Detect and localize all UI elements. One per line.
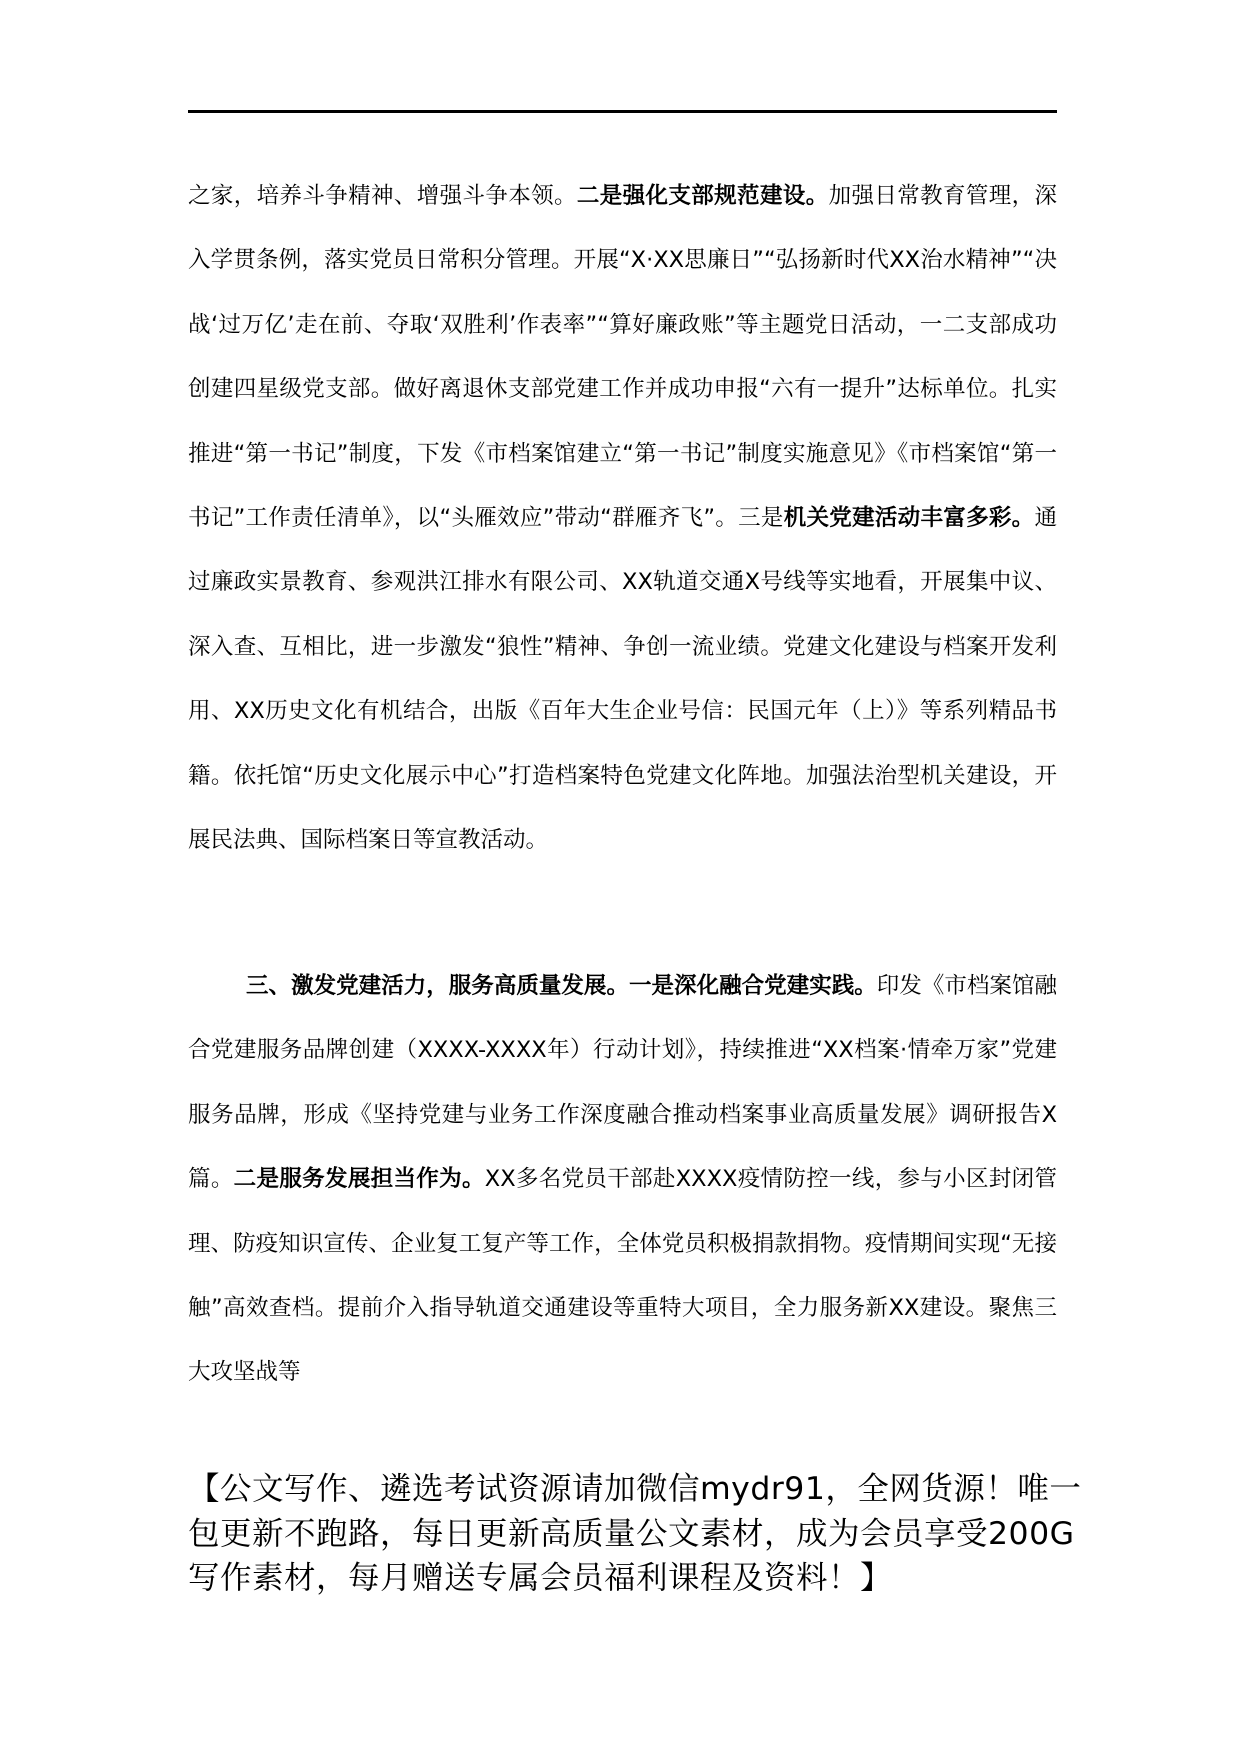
paragraph-1-text-3: 通过廉政实景教育、参观洪江排水有限公司、XX轨道交通X号线等实地看，开展集中议、深入查、互相比，进一步激发“狼性”精神、争创一流业绩。党建文化建设与档案开发利用、XX历史文化有机结合，出版《百年大生企业号信：民国元年（上）》等系列精品书籍。依托馆“历史文化展示中心”打造档案特色党建文化阵地。加强法治型机关建设，开展民法典、国际档案日等宣教活动。	[188, 505, 1057, 854]
paragraph-2-bold-heading-1: 三、激发党建活力，服务高质量发展。一是深化融合党建实践。	[246, 973, 877, 999]
paragraph-1-bold-heading-1: 二是强化支部规范建设。	[576, 183, 829, 209]
paragraph-2-text-2: XX多名党员干部赴XXXX疫情防控一线，参与小区封闭管理、防疫知识宣传、企业复工复产等工作，全体党员积极捐款捐物。疫情期间实现“无接触”高效查档。提前介入指导轨道交通建设等重特大项目，全力服务新XX建设。聚焦三大攻坚战等	[188, 1166, 1057, 1386]
paragraph-2-bold-heading-2: 二是服务发展担当作为。	[233, 1166, 485, 1193]
paragraph-1-text-2: 加强日常教育管理，深入学贯条例，落实党员日常积分管理。开展“X·XX思廉日”“弘扬新时代XX治水精神”“决战‘过万亿’走在前、夺取‘双胜利’作表率”“算好廉政账”等主题党日活动，一二支部成功创建四星级党支部。做好离退休支部党建工作并成功申报“六有一提升”达标单位。扎实推进“第一书记”制度，下发《市档案馆建立“第一书记”制度实施意见》《市档案馆“第一书记”工作责任清单》，以“头雁效应”带动“群雁齐飞”。三是	[188, 183, 1057, 532]
promo-notice: 【公文写作、遴选考试资源请加微信mydr91，全网货源！唯一包更新不跑路，每日更新高质量公文素材，成为会员享受200G写作素材，每月赠送专属会员福利课程及资料！】	[188, 1471, 1082, 1596]
paragraph-1-bold-heading-2: 机关党建活动丰富多彩。	[783, 505, 1035, 532]
body-paragraph-2	[188, 954, 1057, 1405]
paragraph-2-text-1: 印发《市档案馆融合党建服务品牌创建（XXXX-XXXX年）行动计划》，持续推进“XX档案·情牵万家”党建服务品牌，形成《坚持党建与业务工作深度融合推动档案事业高质量发展》调研报告X篇。	[188, 973, 1057, 1193]
paragraph-1-text-1: 之家，培养斗争精神、增强斗争本领。	[188, 183, 577, 209]
body-paragraph-1	[188, 164, 1057, 872]
header-rule	[188, 110, 1057, 113]
